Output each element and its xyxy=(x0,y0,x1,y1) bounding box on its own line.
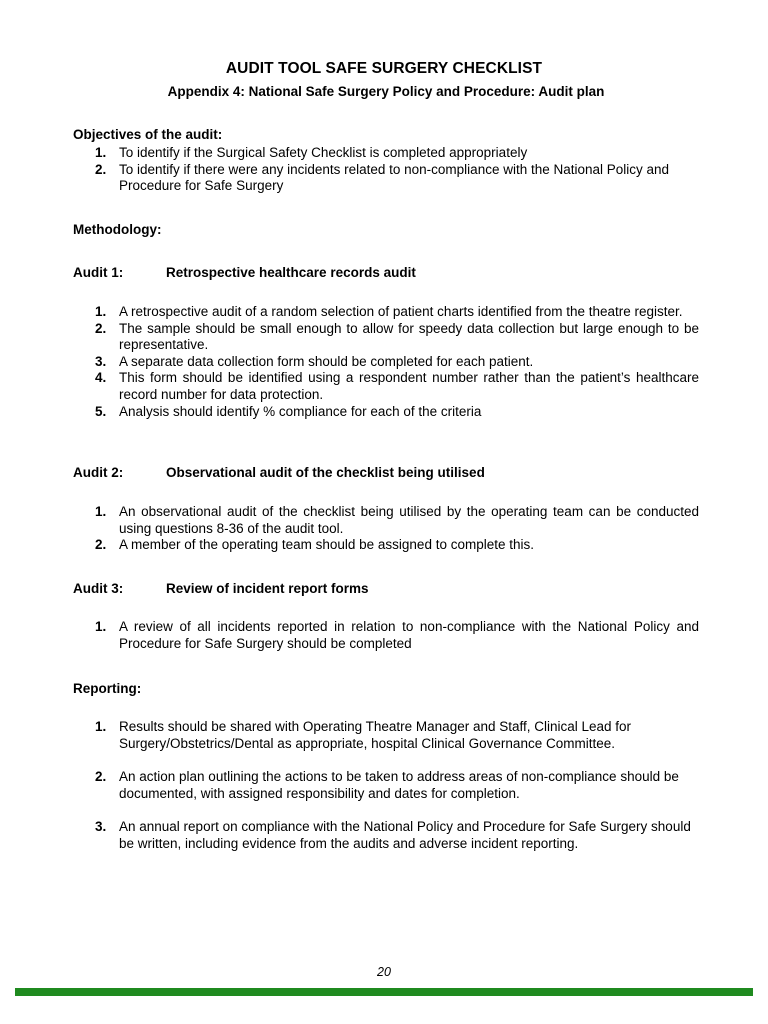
list-item xyxy=(95,819,695,852)
audit-3-title: Review of incident report forms xyxy=(166,581,369,596)
audit-2-title: Observational audit of the checklist being utilised xyxy=(166,465,485,480)
list-item xyxy=(95,504,699,537)
list-item xyxy=(95,769,695,802)
audit-2-heading xyxy=(73,465,485,480)
list-item xyxy=(95,321,699,354)
item-text: A separate data collection form should be completed for each patient. xyxy=(119,353,534,369)
item-text: Results should be shared with Operating Theatre Manager and Staff, Clinical Lead for Surgery/Obstetrics/Dental as appropriate, hospital Clinical Governance Committee. xyxy=(119,719,632,751)
list-item xyxy=(95,354,699,371)
item-text: This form should be identified using a respondent number rather than the patient’s healthcare record number for data protection. xyxy=(119,370,699,402)
methodology-heading: Methodology: xyxy=(73,222,162,237)
reporting-heading: Reporting: xyxy=(73,681,142,696)
item-text: To identify if the Surgical Safety Checklist is completed appropriately xyxy=(119,145,528,160)
item-number: 4. xyxy=(95,370,107,386)
audit-2-label: Audit 2: xyxy=(73,465,124,480)
item-number: 2. xyxy=(95,161,107,177)
list-item xyxy=(95,145,695,162)
item-text: To identify if there were any incidents related to non-compliance with the National Policy and Procedure for Safe Surgery xyxy=(119,161,670,194)
page-number: 20 xyxy=(377,965,391,979)
list-item xyxy=(95,404,699,421)
item-number: 1. xyxy=(95,145,107,160)
item-text: Analysis should identify % compliance for each of the criteria xyxy=(119,403,482,419)
audit-1-title: Retrospective healthcare records audit xyxy=(166,265,416,280)
audit-1-label: Audit 1: xyxy=(73,265,124,280)
list-item xyxy=(95,304,699,321)
audit-3-label: Audit 3: xyxy=(73,581,124,596)
item-number: 2. xyxy=(95,537,107,553)
item-number: 5. xyxy=(95,403,107,419)
item-number: 1. xyxy=(95,504,107,519)
list-item xyxy=(95,619,699,652)
item-number: 2. xyxy=(95,320,107,336)
item-number: 3. xyxy=(95,819,107,835)
audit-2-list xyxy=(95,504,699,554)
item-number: 1. xyxy=(95,619,107,634)
document-title: AUDIT TOOL SAFE SURGERY CHECKLIST xyxy=(225,60,543,77)
item-text: An annual report on compliance with the National Policy and Procedure for Safe Surgery should be written, including evidence from the audits and adverse incident reporting. xyxy=(119,819,691,851)
list-item xyxy=(95,370,699,403)
reporting-list xyxy=(95,719,695,870)
item-number: 2. xyxy=(95,769,107,785)
item-text: A retrospective audit of a random selection of patient charts identified from the theatre register. xyxy=(119,304,683,319)
item-text: A review of all incidents reported in relation to non-compliance with the National Policy and Procedure for Safe Surgery should be completed xyxy=(119,619,699,651)
audit-3-heading xyxy=(73,581,369,596)
item-number: 1. xyxy=(95,719,107,734)
item-text: A member of the operating team should be assigned to complete this. xyxy=(119,537,534,553)
footer-bar xyxy=(15,988,753,996)
audit-3-list xyxy=(95,619,699,652)
item-text: An observational audit of the checklist being utilised by the operating team can be conducted using questions 8-36 of the audit tool. xyxy=(119,504,699,536)
audit-1-heading xyxy=(73,265,416,280)
list-item xyxy=(95,162,695,195)
item-text: The sample should be small enough to allow for speedy data collection but large enough to be representative. xyxy=(119,320,699,353)
list-item xyxy=(95,719,695,752)
item-number: 3. xyxy=(95,353,107,369)
audit-1-list xyxy=(95,304,699,420)
objectives-heading: Objectives of the audit: xyxy=(73,127,223,142)
list-item xyxy=(95,537,699,554)
item-text: An action plan outlining the actions to be taken to address areas of non-compliance should be documented, with assigned responsibility and dates for completion. xyxy=(119,769,679,801)
objectives-list xyxy=(95,145,695,195)
document-subtitle: Appendix 4: National Safe Surgery Policy and Procedure: Audit plan xyxy=(167,84,605,99)
item-number: 1. xyxy=(95,304,107,319)
